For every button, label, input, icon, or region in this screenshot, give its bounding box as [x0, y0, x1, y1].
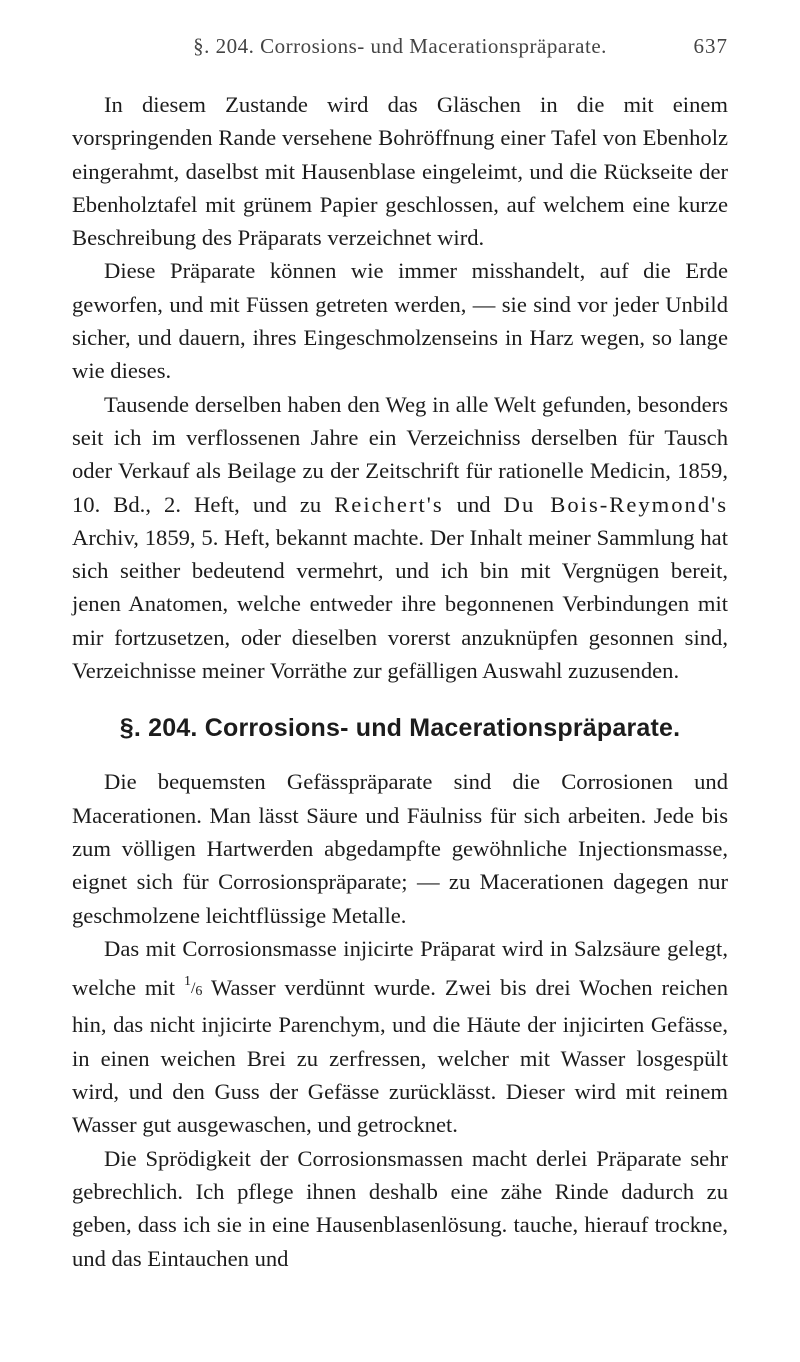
paragraph-2: Diese Präparate können wie immer misshandelt, auf die Erde geworfen, und mit Füssen getreten werden, — sie sind vor jeder Unbild sicher, und dauern, ihres Eingeschmolzenseins in Harz wegen, so lange wie dieses.	[72, 258, 728, 384]
running-head-title: §. 204. Corrosions- und Macerationspräparate.	[193, 34, 607, 58]
book-page	[72, 0, 728, 1275]
paragraph-3-text-c: Archiv, 1859, 5. Heft, bekannt machte. Der Inhalt meiner Sammlung hat sich seither bedeutend vermehrt, und ich bin mit Vergnügen bereit, jenen Anatomen, welche entweder ihre begonnenen Verbindungen mit mir fortzusetzen, oder dieselben vorerst anzuknüpfen gesonnen sind, Verzeichnisse meiner Vorräthe zur gefälligen Auswahl zuzusenden.	[72, 524, 728, 684]
fraction-one-sixth: $^1/_6$	[183, 974, 203, 1000]
paragraph-4: Die bequemsten Gefässpräparate sind die Corrosionen und Macerationen. Man lässt Säure und Fäulniss für sich arbeiten. Jede bis zum völligen Hartwerden abgedampfte gewöhnliche Injectionsmasse, eignet sich für Corrosionspräparate; — zu Macerationen dagegen nur geschmolzene leichtflüssige Metalle.	[72, 769, 728, 928]
author-reichert: Reichert's	[334, 491, 444, 517]
author-du-bois-reymond: Du Bois-Reymond's	[503, 491, 728, 517]
page-number: 637	[693, 34, 728, 58]
section-heading: §. 204. Corrosions- und Macerationspräparate.	[119, 714, 681, 743]
paragraph-1: In diesem Zustande wird das Gläschen in die mit einem vorspringenden Rande versehene Bohröffnung einer Tafel von Ebenholz eingerahmt, daselbst mit Hausenblase eingeleimt, und die Rückseite der Ebenholztafel mit grünem Papier geschlossen, auf welchem eine kurze Beschreibung des Präparats verzeichnet wird.	[72, 92, 728, 251]
paragraph-5-text-b: Wasser verdünnt wurde. Zwei bis drei Wochen reichen hin, das nicht injicirte Parenchym, und die Häute der injicirten Gefässe, in einen weichen Brei zu zerfressen, welcher mit Wasser losgespült wird, und den Guss der Gefässe zurücklässt. Dieser wird mit reinem Wasser gut ausgewaschen, und getrocknet.	[72, 975, 728, 1138]
paragraph-3-text-a: Tausende derselben haben den Weg in alle Welt gefunden, besonders seit ich im verflossenen Jahre ein Verzeichniss derselben für Tausch oder Verkauf als Beilage zu der Zeitschrift für rationelle Medicin, 1859, 10. Bd., 2. Heft, und zu	[72, 391, 728, 517]
paragraph-3-text-b: und	[443, 491, 504, 517]
fraction-numerator: 1	[183, 974, 191, 990]
fraction-denominator: 6	[195, 984, 203, 1000]
paragraph-6: Die Sprödigkeit der Corrosionsmassen macht derlei Präparate sehr gebrechlich. Ich pflege ihnen deshalb eine zähe Rinde dadurch zu geben, dass ich sie in eine Hausenblasenlösung. tauche, hierauf trockne, und das Eintauchen und	[72, 1145, 728, 1271]
running-head	[72, 0, 728, 88]
paragraph-5	[72, 932, 728, 1142]
paragraph-5-text-a: Das mit Corrosionsmasse injicirte Präparat wird in Salzsäure gelegt, welche mit	[72, 935, 728, 1001]
paragraph-3	[72, 388, 728, 688]
